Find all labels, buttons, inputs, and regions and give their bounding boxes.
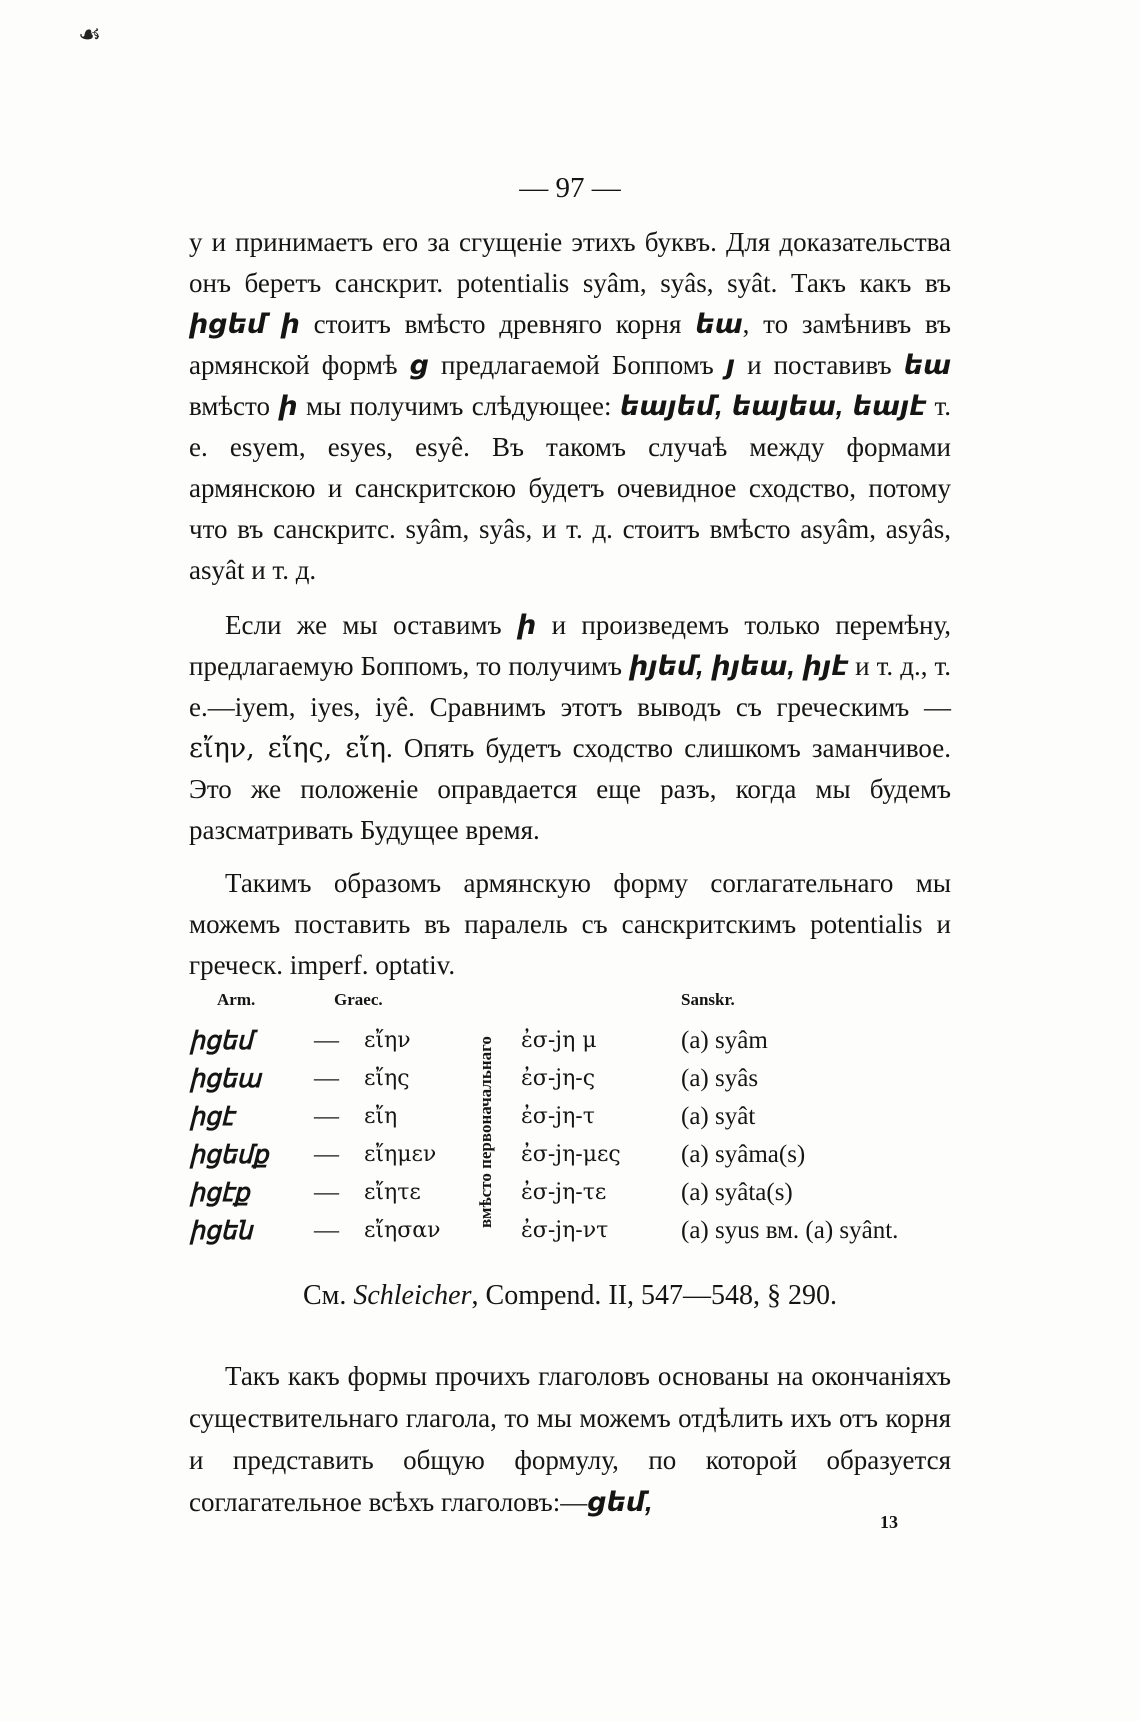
arm-form: իցեն (189, 1217, 253, 1245)
signature-mark: 13 (880, 1512, 898, 1532)
armenian-word: եա (695, 309, 743, 339)
table-row (189, 1174, 959, 1212)
table-row (189, 1098, 959, 1136)
ink-blot: ☙ (78, 20, 102, 49)
sanskrit-form: (a) syâs (681, 1065, 759, 1092)
sanskrit-form: (a) syât (681, 1103, 756, 1130)
greek-word: εἴην, εἴης, εἴη (189, 733, 386, 764)
conjugation-table (189, 990, 959, 1270)
greek-original: ἐσ-jη-τ (521, 1104, 595, 1129)
armenian-word: ցեմ, (587, 1487, 653, 1517)
arm-form: իցեմ (189, 1027, 253, 1055)
armenian-word: եա (903, 350, 951, 380)
greek-original: ἐσ-jη-ντ (521, 1218, 609, 1243)
dash: — (314, 1217, 339, 1244)
greek-original: ἐσ-jη-ς (521, 1066, 596, 1091)
paragraph-1: у и принимаетъ его за сгущеніе этихъ буквъ. Для доказательства онъ беретъ санскрит. potentialis syâm, syâs, syât. Такъ какъ въ իցեմ ի стоитъ вмѣсто древняго корня եա, то замѣнивъ въ армянской формѣ ց предлагаемой Боппомъ յ и поставивъ եա вмѣсто ի мы получимъ слѣдующее: եայեմ, եայեա, եայէ т. е. esyem, esyes, esyê. Въ такомъ случаѣ между формами армянскою и санскритскою будетъ очевидное сходство, потому что въ санскритс. syâm, syâs, и т. д. стоитъ вмѣсто asyâm, asyâs, asyât и т. д. (189, 227, 952, 585)
header-graec: Graec. (334, 990, 383, 1009)
arm-form: իցէք (189, 1179, 250, 1207)
dash: — (314, 1065, 339, 1092)
paragraph-4: Такъ какъ формы прочихъ глаголовъ основаны на окончаніяхъ существительнаго глагола, то мы можемъ отдѣлить ихъ отъ корня и представить общую формулу, по которой образуется соглагательное всѣхъ глаголовъ:—ցեմ, (189, 1361, 951, 1517)
greek-form: εἴης (364, 1066, 410, 1091)
page-number: — 97 — (519, 172, 621, 204)
arm-form: իցեմք (189, 1141, 269, 1169)
table-row (189, 1136, 959, 1174)
sanskrit-form: (a) syus вм. (a) syânt. (681, 1217, 899, 1244)
dash: — (314, 1179, 339, 1206)
dash: — (314, 1027, 339, 1054)
armenian-word: յ (725, 350, 736, 380)
greek-form: εἴητε (364, 1180, 421, 1205)
sanskrit-form: (a) syâta(s) (681, 1179, 793, 1206)
armenian-word: ի (278, 391, 298, 421)
main-text (189, 222, 951, 986)
dash: — (314, 1103, 339, 1130)
header-sanskr: Sanskr. (681, 990, 735, 1009)
header-arm: Arm. (217, 990, 256, 1009)
armenian-word: իյեմ, իյեա, իյէ (629, 651, 849, 681)
vertical-label: вмѣсто первоначальнаго (476, 1036, 495, 1228)
arm-form: իցեա (189, 1065, 261, 1093)
armenian-word: ց (409, 350, 429, 380)
reference-line: См. Schleicher, Compend. II, 547—548, § 290. (302, 1280, 838, 1311)
dash: — (314, 1141, 339, 1168)
greek-original: ἐσ-jη μ (521, 1028, 597, 1053)
greek-original: ἐσ-jη-μες (521, 1142, 621, 1167)
greek-form: εἴην (364, 1028, 411, 1053)
arm-form: իցէ (189, 1103, 234, 1131)
armenian-word: ի (516, 610, 537, 640)
sanskrit-form: (a) syâm (681, 1027, 768, 1054)
sanskrit-form: (a) syâma(s) (681, 1141, 806, 1168)
armenian-word: եայեմ, եայեա, եայէ (619, 391, 927, 421)
greek-form: εἴημεν (364, 1142, 437, 1167)
greek-form: εἴησαν (364, 1218, 441, 1243)
table-row (189, 1212, 959, 1250)
reference-author: Schleicher (353, 1280, 472, 1311)
table-row (189, 1022, 959, 1060)
greek-form: εἴη (364, 1104, 398, 1129)
table-row (189, 1060, 959, 1098)
greek-original: ἐσ-jη-τε (521, 1180, 607, 1205)
armenian-word: իցեմ ի (189, 309, 300, 339)
paragraph-2: Если же мы оставимъ ի и произведемъ только перемѣну, предлагаемую Боппомъ, то получимъ իյեմ, իյեա, իյէ и т. д., т. е.—iyem, iyes, iyê. Сравнимъ этотъ выводъ съ греческимъ — εἴην, εἴης, εἴη. Опять будетъ сходство слишкомъ заманчивое. Это же положеніе оправдается еще разъ, когда мы будемъ разсматривать Будущее время. (189, 610, 952, 845)
paragraph-3: Такимъ образомъ армянскую форму соглагательнаго мы можемъ поставить въ паралель съ санскритскимъ potentialis и греческ. imperf. optativ. (189, 868, 951, 980)
